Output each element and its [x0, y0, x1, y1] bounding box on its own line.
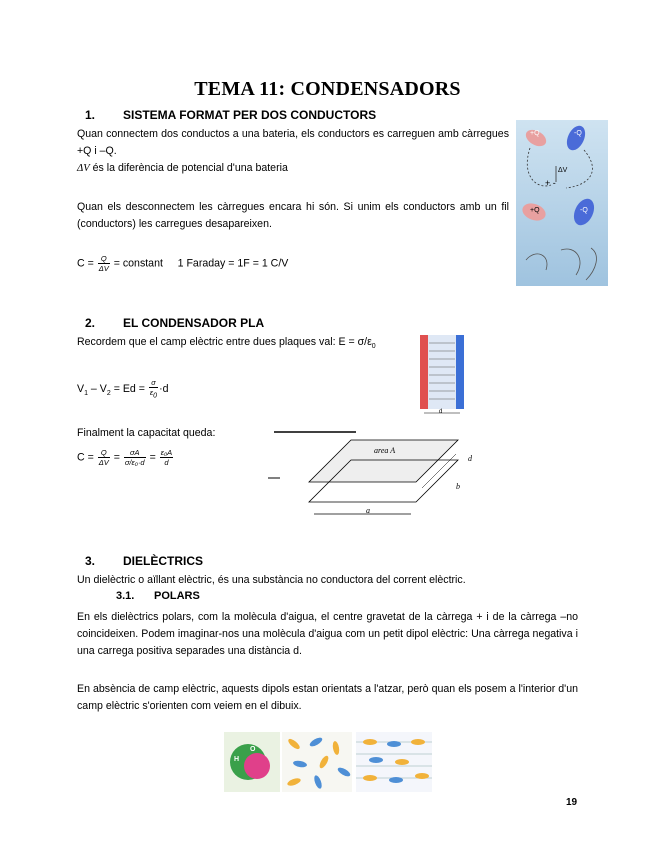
section-2-number: 2. [85, 316, 96, 330]
section-1-paragraph-2: Quan els desconnectem les càrregues encara hi són. Si unim els conductors amb un fil (conductors) les carregues desapareixen. [77, 201, 509, 230]
equals-1: = [113, 451, 120, 464]
page-number: 19 [566, 797, 578, 808]
subsection-title: POLARS [154, 590, 200, 602]
dipoles-figure [224, 732, 432, 792]
section-1-title: SISTEMA FORMAT PER DOS CONDUCTORS [123, 108, 377, 122]
capacitance-plates-formula [77, 448, 174, 467]
section-1-paragraph-1: Quan connectem dos conductos a una bateria, els conductors es carreguen amb càrregues +Q i –Q. [77, 128, 509, 157]
delta-v-symbol: ΔV [77, 163, 90, 174]
voltage-formula [77, 378, 168, 402]
v-eq: = Ed = [110, 383, 148, 396]
label-battery: + - [545, 178, 556, 188]
epsilon: ε [149, 388, 154, 397]
label-minus-q-top: -Q [574, 130, 582, 137]
a-label: a [366, 506, 370, 515]
section-1-number: 1. [85, 108, 96, 122]
section-3-paragraph-3: En absència de camp elèctric, aquests dipols estan orientats a l'atzar, però quan els posem a l'interior d'un camp elèctric s'orienten com veiem en el dibuix. [77, 683, 578, 712]
section-3-paragraph-1: Un dielèctric o aïllant elèctric, és una substància no conductora del corrent elèctric. [77, 574, 466, 586]
delta-v-text: és la diferència de potencial d'una bateria [89, 162, 288, 174]
q-over-dv-fraction-2 [98, 448, 110, 467]
hydrogen-label: H [234, 756, 240, 763]
section-3-number: 3. [85, 554, 96, 568]
fraction-denominator: ΔV [98, 264, 109, 273]
fraction-denominator: σ/ε₀·d [124, 458, 145, 467]
dipoles-diagram [224, 732, 432, 792]
v-sub-1: 1 [84, 390, 88, 398]
fraction-denominator: d [164, 458, 169, 467]
label-delta-v: ΔV [558, 167, 568, 174]
plate-capacitor-figure [256, 428, 478, 524]
page-title: TEMA 11: CONDENSADORS [194, 78, 461, 100]
fraction-denominator: ΔV [98, 458, 109, 467]
fraction-denominator [149, 388, 158, 401]
equals-2: = [149, 451, 156, 464]
section-3-paragraph-2: En els dielèctrics polars, com la molècula d'aigua, el centre gravetat de la càrrega + i de la càrrega –no coincideixen. Podem imaginar-nos una molècula d'aigua com un petit dipol elèctric: Una càrrega negativa i una carrega positiva separades una distància d. [77, 611, 578, 657]
area-label: area A [374, 446, 396, 455]
plate-distance-label: d [439, 409, 443, 415]
water-molecule-positive [244, 753, 270, 779]
negative-plate [456, 335, 464, 409]
field-lines-diagram [420, 335, 464, 417]
epsilon-a-over-d-fraction [160, 448, 173, 467]
conductors-diagram [516, 120, 608, 286]
times-d: ·d [159, 383, 169, 396]
section-3-title: DIELÈCTRICS [123, 554, 204, 568]
b-label: b [456, 482, 460, 491]
conductors-figure [516, 120, 608, 286]
fraction-numerator: Q [98, 448, 110, 458]
electric-field-text: Recordem que el camp elèctric entre dues plaques val: E = σ/ε [77, 336, 372, 348]
formula-lhs: C = [77, 257, 94, 270]
v-symbol: V [77, 383, 85, 396]
v-sub-2: 2 [106, 390, 111, 398]
parallel-plates-field-figure [420, 335, 464, 417]
sigma-over-epsilon-fraction [149, 378, 158, 401]
subsection-number: 3.1. [116, 590, 135, 602]
label-plus-q-bottom: +Q [530, 207, 540, 214]
q-over-dv-fraction [98, 254, 110, 273]
v-minus: – V [87, 383, 107, 396]
fraction-numerator: σA [124, 448, 146, 458]
epsilon-subscript: 0 [371, 343, 376, 351]
fraction-numerator: Q [98, 254, 110, 264]
subsection-3-1-heading [116, 590, 200, 602]
fraction-numerator: ε₀A [160, 448, 173, 457]
discharged-conductors [526, 248, 596, 280]
section-1-heading [85, 108, 376, 122]
label-minus-q-bottom: -Q [580, 207, 588, 214]
formula-rhs: = constant 1 Faraday = 1F = 1 C/V [113, 257, 289, 270]
c-lhs: C = [77, 451, 94, 464]
section-1-dv-line [77, 160, 509, 177]
sigma-a-fraction [124, 448, 146, 467]
epsilon-sub: 0 [153, 392, 158, 400]
oxygen-label: O [250, 746, 256, 753]
fraction-numerator: σ [149, 378, 158, 388]
section-2-paragraph-2: Finalment la capacitat queda: [77, 427, 216, 439]
positive-plate [420, 335, 428, 409]
section-2-title: EL CONDENSADOR PLA [123, 316, 265, 330]
capacitance-formula [77, 254, 288, 273]
label-plus-q-top: +Q [530, 130, 540, 137]
section-2-heading [85, 316, 264, 330]
negative-conductor-top [563, 123, 588, 153]
section-3-heading [85, 554, 203, 568]
d-label: d [468, 454, 472, 463]
section-2-paragraph-1 [77, 334, 376, 355]
